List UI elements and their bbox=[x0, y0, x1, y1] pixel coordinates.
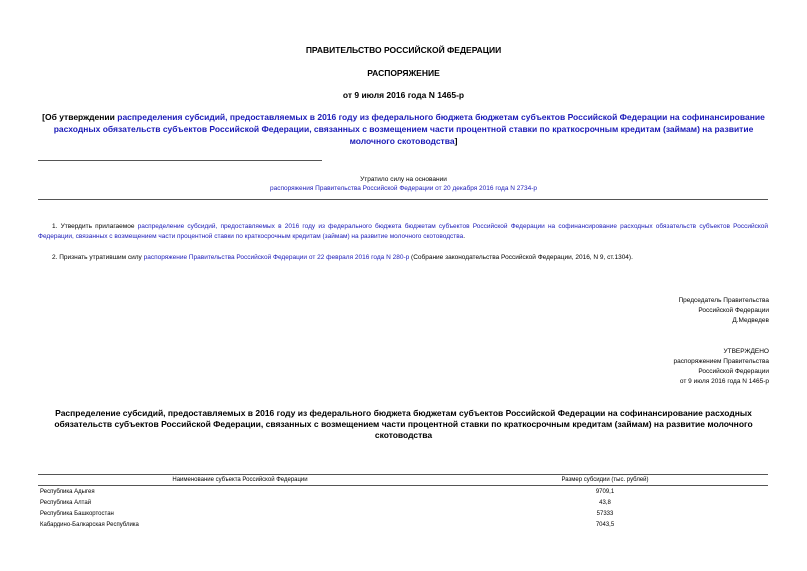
paragraph-1-link[interactable]: распределение субсидий, предоставляемых в 2016 году из федерального бюджета бюджетам субъектов Российской Федерации на софинансирование расходных обязательств субъектов Российской Федерации, связанных с возмещением части процентной ставки по краткосрочным кредитам (займам) на развитие молочного скотоводства bbox=[38, 223, 768, 240]
paragraph-2-prefix: 2. Признать утратившим силу bbox=[52, 254, 144, 261]
paragraph-1-prefix: 1. Утвердить прилагаемое bbox=[52, 223, 138, 230]
table-row bbox=[38, 508, 768, 519]
lost-force-note: Утратило силу на основании bbox=[360, 176, 447, 183]
column-header-amount: Размер субсидии (тыс. рублей) bbox=[442, 475, 768, 486]
table-row bbox=[38, 486, 768, 498]
approval-by: распоряжением Правительства bbox=[673, 358, 769, 365]
region-name: Республика Алтай bbox=[40, 499, 92, 506]
column-header-region: Наименование субъекта Российской Федерации bbox=[38, 475, 442, 486]
paragraph-1-suffix: . bbox=[463, 233, 466, 240]
region-name: Республика Башкортостан bbox=[40, 510, 114, 517]
signature-position: Председатель Правительства bbox=[678, 297, 769, 304]
divider-top bbox=[38, 160, 322, 161]
subsidy-table bbox=[38, 474, 768, 530]
region-name: Кабардино-Балкарская Республика bbox=[40, 521, 139, 528]
approval-heading: УТВЕРЖДЕНО bbox=[723, 348, 769, 355]
approval-block bbox=[674, 347, 769, 387]
document-date-number: от 9 июля 2016 года N 1465-р bbox=[342, 90, 465, 100]
title-link[interactable]: распределения субсидий, предоставляемых в 2016 году из федерального бюджета бюджетам субъектов Российской Федерации на софинансирование расходных обязательств субъектов Российской Федерации, связанных с возмещением части процентной ставки по краткосрочным кредитам (займам) на развитие молочного скотоводства bbox=[53, 112, 765, 146]
government-heading: ПРАВИТЕЛЬСТВО РОССИЙСКОЙ ФЕДЕРАЦИИ bbox=[305, 45, 502, 55]
subsidy-amount: 7043,5 bbox=[595, 521, 615, 528]
title-prefix: [Об утверждении bbox=[42, 112, 118, 122]
divider-bottom bbox=[38, 199, 768, 200]
document-type: РАСПОРЯЖЕНИЕ bbox=[367, 68, 440, 78]
basis-link[interactable]: распоряжения Правительства Российской Федерации от 20 декабря 2016 года N 2734-р bbox=[270, 185, 537, 192]
approval-country: Российской Федерации bbox=[698, 368, 769, 375]
signature-country: Российской Федерации bbox=[698, 307, 769, 314]
paragraph-1 bbox=[38, 222, 768, 242]
paragraph-2 bbox=[38, 253, 768, 263]
title-suffix: ] bbox=[454, 136, 458, 146]
approval-date: от 9 июля 2016 года N 1465-р bbox=[679, 378, 769, 385]
subsidy-amount: 57333 bbox=[596, 510, 614, 517]
subsidy-amount: 43,8 bbox=[599, 499, 611, 506]
table-row bbox=[38, 497, 768, 508]
region-name: Республика Адыгея bbox=[40, 488, 95, 495]
table-row bbox=[38, 519, 768, 530]
signature-name: Д.Медведев bbox=[732, 317, 769, 324]
paragraph-2-suffix: (Собрание законодательства Российской Федерации, 2016, N 9, ст.1304). bbox=[409, 254, 633, 261]
subsidy-amount: 9709,1 bbox=[595, 488, 615, 495]
document-title bbox=[40, 111, 767, 147]
table-header-row bbox=[38, 475, 768, 486]
paragraph-2-link[interactable]: распоряжение Правительства Российской Федерации от 22 февраля 2016 года N 280-р bbox=[143, 254, 410, 261]
signature-block bbox=[678, 296, 769, 326]
annex-title: Распределение субсидий, предоставляемых в 2016 году из федерального бюджета бюджетам субъектов Российской Федерации на софинансирование расходных обязательств субъектов Российской Федерации, связанных с возмещением части процентной ставки по краткосрочным кредитам (займам) на развитие молочного скотоводства bbox=[54, 408, 753, 440]
